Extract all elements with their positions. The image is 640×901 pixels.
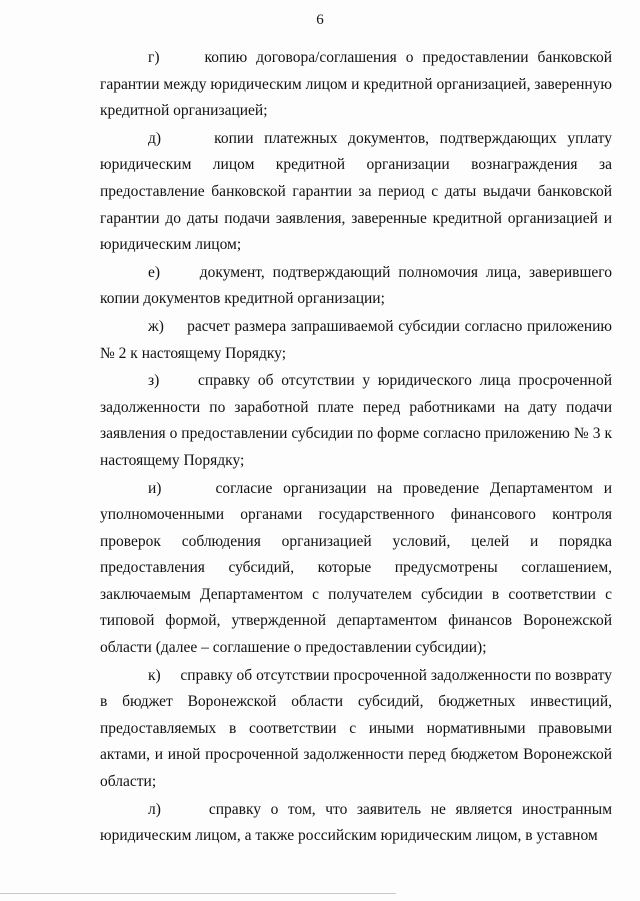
- list-item-i: [100, 475, 612, 662]
- list-marker: г): [148, 49, 160, 66]
- list-marker: и): [148, 479, 162, 497]
- list-marker: з): [148, 372, 160, 390]
- page-number: 6: [316, 12, 324, 28]
- list-item-text: копию договора/соглашения о предоставлении банковской гарантии между юридическим лицом и кредитной организацией, заверенную кредитной организацией;: [100, 49, 613, 120]
- list-marker: л): [148, 800, 161, 818]
- list-marker: к): [148, 666, 161, 684]
- list-item-text: копии платежных документов, подтверждающих уплату юридическим лицом кредитной организации вознаграждения за предоставление банковской гарантии за период с даты выдачи банковской гарантии до даты подачи заявления, заверенные кредитной организацией и юридическим лицом;: [100, 129, 612, 254]
- list-item-l: [100, 796, 612, 850]
- list-item-zh: [100, 313, 612, 367]
- list-item-g: [100, 44, 612, 125]
- list-item-k: [100, 662, 612, 796]
- list-item-text: документ, подтверждающий полномочия лица, заверившего копии документов кредитной организации;: [100, 263, 613, 308]
- scan-edge-line: [0, 893, 396, 894]
- list-item-text: расчет размера запрашиваемой субсидии согласно приложению № 2 к настоящему Порядку;: [100, 317, 613, 362]
- list-item-text: справку об отсутствии у юридического лица просроченной задолженности по заработной плате перед работниками на дату подачи заявления о предоставлении субсидии по форме согласно приложению № 3 к настоящему Порядку;: [100, 372, 612, 469]
- list-marker: е): [148, 263, 161, 281]
- list-item-z: [100, 367, 612, 474]
- list-item-d: [100, 125, 612, 259]
- list-item-e: [100, 259, 612, 313]
- list-item-text: справку об отсутствии просроченной задолженности по возврату в бюджет Воронежской области субсидий, бюджетных инвестиций, предоставляемых в соответствии с иными нормативными правовыми актами, и иной просроченной задолженности перед бюджетом Воронежской области;: [100, 666, 612, 791]
- list-marker: ж): [148, 317, 164, 335]
- list-item-text: справку о том, что заявитель не является иностранным юридическим лицом, а также российским юридическим лицом, в уставном: [100, 800, 613, 845]
- list-marker: д): [148, 129, 162, 147]
- document-body: [100, 44, 612, 850]
- list-item-text: согласие организации на проведение Департаментом и уполномоченными органами государственного финансового контроля проверок соблюдения организацией условий, целей и порядка предоставления субсидий, которые предусмотрены соглашением, заключаемым Департаментом с получателем субсидии в соответствии с типовой формой, утвержденной департаментом финансов Воронежской области (далее – соглашение о предоставлении субсидии);: [100, 479, 612, 657]
